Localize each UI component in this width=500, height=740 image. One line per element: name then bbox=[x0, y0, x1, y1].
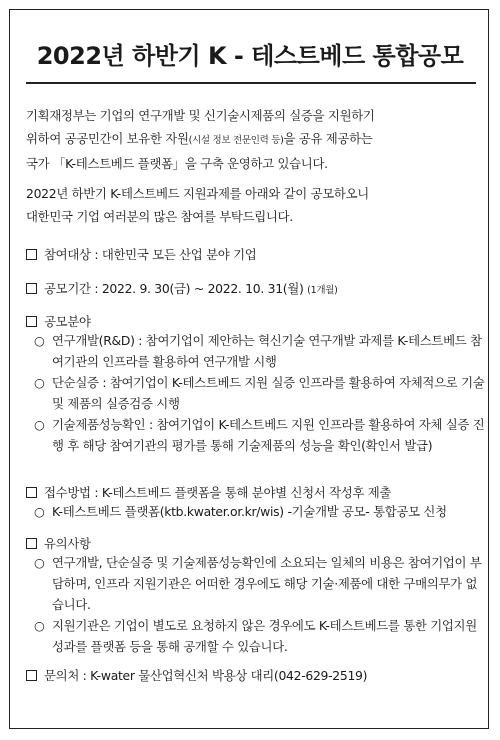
section-period: 공모기간 : 2022. 9. 30(금) ~ 2022. 10. 31(월) (1개월) bbox=[26, 278, 482, 301]
section-apply: 접수방법 : K-테스트베드 플랫폼을 통해 분야별 신청서 작성후 제출 bbox=[26, 482, 482, 503]
intro-line: 위하여 공공민간이 보유한 자원(시설 정보 전문인력 등)을 공유 제공하는 bbox=[26, 131, 373, 146]
note-item-disclosure: ○ 지원기관은 기업이 별도로 요청하지 않은 경우에도 K-테스트베드를 통한 기업지원 성과를 플랫폼 등을 통해 공개할 수 있습니다. bbox=[34, 615, 486, 657]
field-item-performance-check: ○ 기술제품성능확인 : 참여기업이 K-테스트베드 지원 인프라를 활용하여 자체 실증 진행 후 해당 참여기관의 평가를 통해 기술제품의 성능을 확인(확인서 발급) bbox=[34, 414, 486, 456]
field-item-rnd: ○ 연구개발(R&D) : 참여기업이 제안하는 혁신기술 연구개발 과제를 K-테스트베드 참여기관의 인프라를 활용하여 연구개발 시행 bbox=[34, 330, 486, 372]
checkbox-square-icon bbox=[26, 670, 37, 681]
intro-resources-note: (시설 정보 전문인력 등) bbox=[188, 135, 284, 146]
invitation-paragraph bbox=[26, 182, 482, 228]
section-contact: 문의처 : K-water 물산업혁신처 박용상 대리(042-629-2519) bbox=[26, 665, 482, 686]
period-note: (1개월) bbox=[307, 285, 338, 296]
circle-bullet-icon: ○ bbox=[34, 504, 45, 519]
checkbox-square-icon bbox=[26, 283, 37, 294]
circle-bullet-icon: ○ bbox=[34, 417, 45, 432]
checkbox-square-icon bbox=[26, 249, 37, 260]
section-target: 참여대상 : 대한민국 모든 산업 분야 기업 bbox=[26, 244, 482, 265]
section-fields: 공모분야 bbox=[26, 311, 482, 332]
checkbox-square-icon bbox=[26, 316, 37, 327]
circle-bullet-icon: ○ bbox=[34, 333, 45, 348]
circle-bullet-icon: ○ bbox=[34, 618, 45, 633]
circle-bullet-icon: ○ bbox=[34, 375, 45, 390]
checkbox-square-icon bbox=[26, 487, 37, 498]
invitation-line: 대한민국 기업 여러분의 많은 참여를 부탁드립니다. bbox=[26, 209, 293, 224]
apply-item: ○ K-테스트베드 플랫폼(ktb.kwater.or.kr/wis) -기술개발 공모- 통합공모 신청 bbox=[34, 501, 486, 522]
field-item-simple-test: ○ 단순실증 : 참여기업이 K-테스트베드 지원 실증 인프라를 활용하여 자체적으로 기술 및 제품의 실증검증 시행 bbox=[34, 372, 486, 414]
section-notes: 유의사항 bbox=[26, 533, 482, 554]
page-title: 2022년 하반기 K - 테스트베드 통합공모 bbox=[36, 42, 464, 70]
note-item-cost: ○ 연구개발, 단순실증 및 기술제품성능확인에 소요되는 일체의 비용은 참여기업이 부담하며, 인프라 지원기관은 어떠한 경우에도 해당 기술·제품에 대한 구매의무가 없습니다. bbox=[34, 552, 486, 615]
checkbox-square-icon bbox=[26, 538, 37, 549]
title-underline bbox=[26, 82, 476, 84]
intro-line: 기획재정부는 기업의 연구개발 및 신기술시제품의 실증을 지원하기 bbox=[26, 108, 375, 123]
intro-paragraph bbox=[26, 104, 482, 175]
circle-bullet-icon: ○ bbox=[34, 555, 45, 570]
invitation-line: 2022년 하반기 K-테스트베드 지원과제를 아래와 같이 공모하오니 bbox=[26, 186, 369, 201]
intro-line: 국가 「K-테스트베드 플랫폼」을 구축 운영하고 있습니다. bbox=[26, 156, 328, 171]
